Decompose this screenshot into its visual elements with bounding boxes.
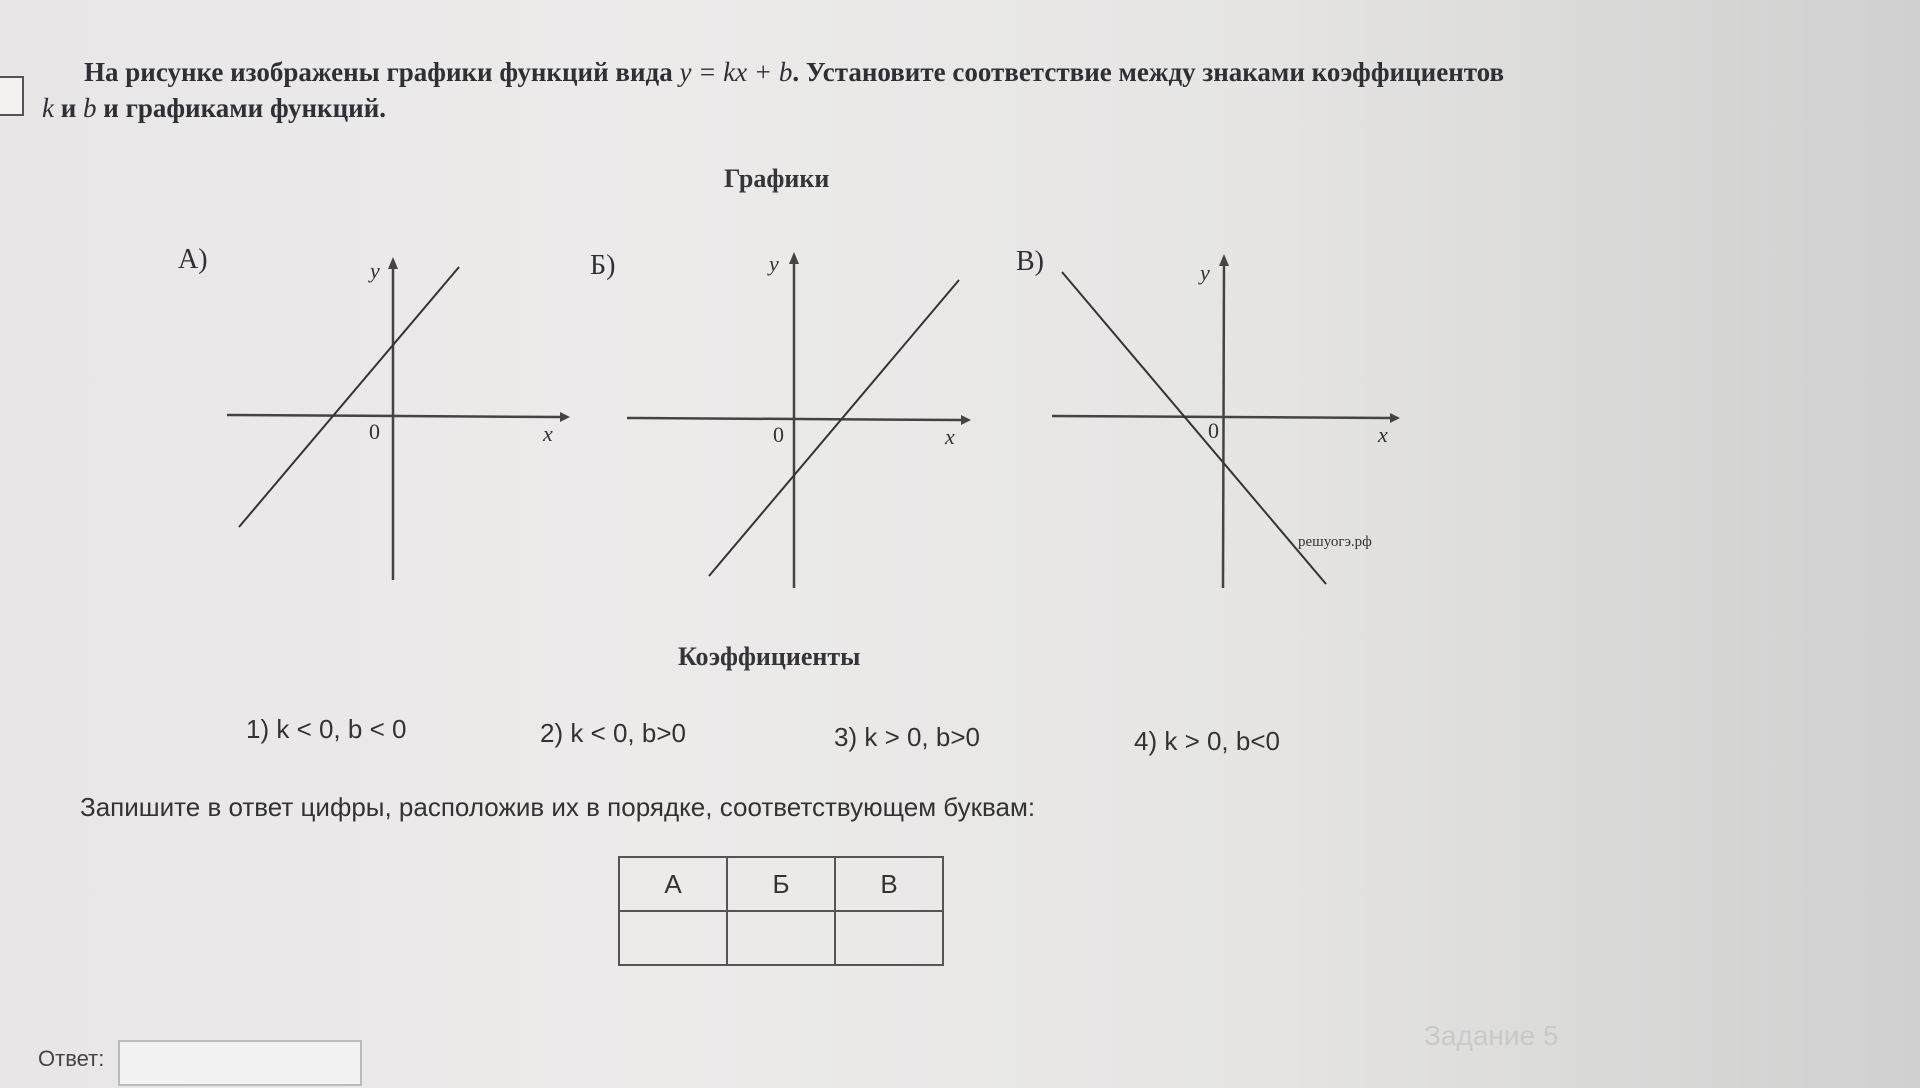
task-text-part3: и графиками функций. bbox=[96, 93, 387, 123]
function-line bbox=[239, 267, 459, 527]
var-b: b bbox=[83, 93, 97, 123]
x-axis-label: x bbox=[1378, 422, 1388, 447]
graph-c bbox=[1050, 250, 1400, 595]
x-axis-label: x bbox=[945, 424, 955, 449]
x-arrow-icon bbox=[961, 415, 971, 425]
x-axis-label: x bbox=[543, 421, 553, 446]
table-header-row bbox=[619, 857, 943, 911]
table-answer-row bbox=[619, 911, 943, 965]
y-axis-label: y bbox=[370, 258, 380, 283]
task-line-1 bbox=[42, 54, 1602, 90]
x-arrow-icon bbox=[1390, 413, 1400, 423]
task-formula: y = kx + b bbox=[679, 57, 793, 87]
task-line-2 bbox=[42, 90, 1602, 126]
graph-label-c: В) bbox=[1016, 246, 1044, 277]
coefficient-option-1: 1) k < 0, b < 0 bbox=[246, 714, 407, 744]
word-and: и bbox=[53, 93, 84, 123]
answer-table bbox=[618, 856, 944, 966]
task-statement bbox=[42, 54, 1602, 126]
origin-label: 0 bbox=[1208, 418, 1219, 443]
graph-a bbox=[225, 255, 565, 585]
answer-cell-b[interactable] bbox=[727, 911, 835, 965]
function-line bbox=[709, 280, 959, 576]
coefficient-option-2: 2) k < 0, b>0 bbox=[540, 718, 686, 748]
var-k: k bbox=[42, 93, 54, 123]
answer-cell-c[interactable] bbox=[835, 911, 943, 965]
table-header-b: Б bbox=[727, 857, 835, 911]
y-arrow-icon bbox=[789, 252, 799, 264]
y-arrow-icon bbox=[1219, 254, 1229, 266]
origin-label: 0 bbox=[773, 422, 784, 447]
answer-label: Ответ: bbox=[38, 1046, 105, 1071]
answer-instruction: Запишите в ответ цифры, расположив их в порядке, соответствующем буквам: bbox=[80, 792, 1036, 822]
y-axis bbox=[1223, 264, 1224, 588]
watermark: решуогэ.рф bbox=[1298, 534, 1372, 550]
y-axis-label: y bbox=[1200, 260, 1210, 285]
answer-input[interactable] bbox=[118, 1040, 362, 1086]
y-arrow-icon bbox=[388, 257, 398, 269]
task-checkbox[interactable] bbox=[0, 76, 24, 116]
coefficient-option-3: 3) k > 0, b>0 bbox=[834, 722, 980, 752]
task-text-part2: . Установите соответствие между знаками коэффициентов bbox=[792, 57, 1505, 87]
table-header-c: В bbox=[835, 857, 943, 911]
y-axis-label: y bbox=[769, 251, 779, 276]
graph-label-b: Б) bbox=[590, 250, 616, 281]
answer-cell-a[interactable] bbox=[619, 911, 727, 965]
coefficient-option-4: 4) k > 0, b<0 bbox=[1134, 726, 1280, 756]
graphs-heading: Графики bbox=[724, 164, 830, 193]
graph-b bbox=[625, 248, 970, 593]
function-line bbox=[1062, 272, 1326, 584]
task-text-part1: На рисунке изображены графики функций вида bbox=[84, 57, 680, 87]
table-header-a: А bbox=[619, 857, 727, 911]
origin-label: 0 bbox=[369, 419, 380, 444]
x-axis bbox=[1052, 416, 1390, 418]
coefficients-heading: Коэффициенты bbox=[678, 642, 861, 671]
task-number: Задание 5 bbox=[1424, 1020, 1559, 1051]
graph-label-a: А) bbox=[178, 244, 208, 275]
